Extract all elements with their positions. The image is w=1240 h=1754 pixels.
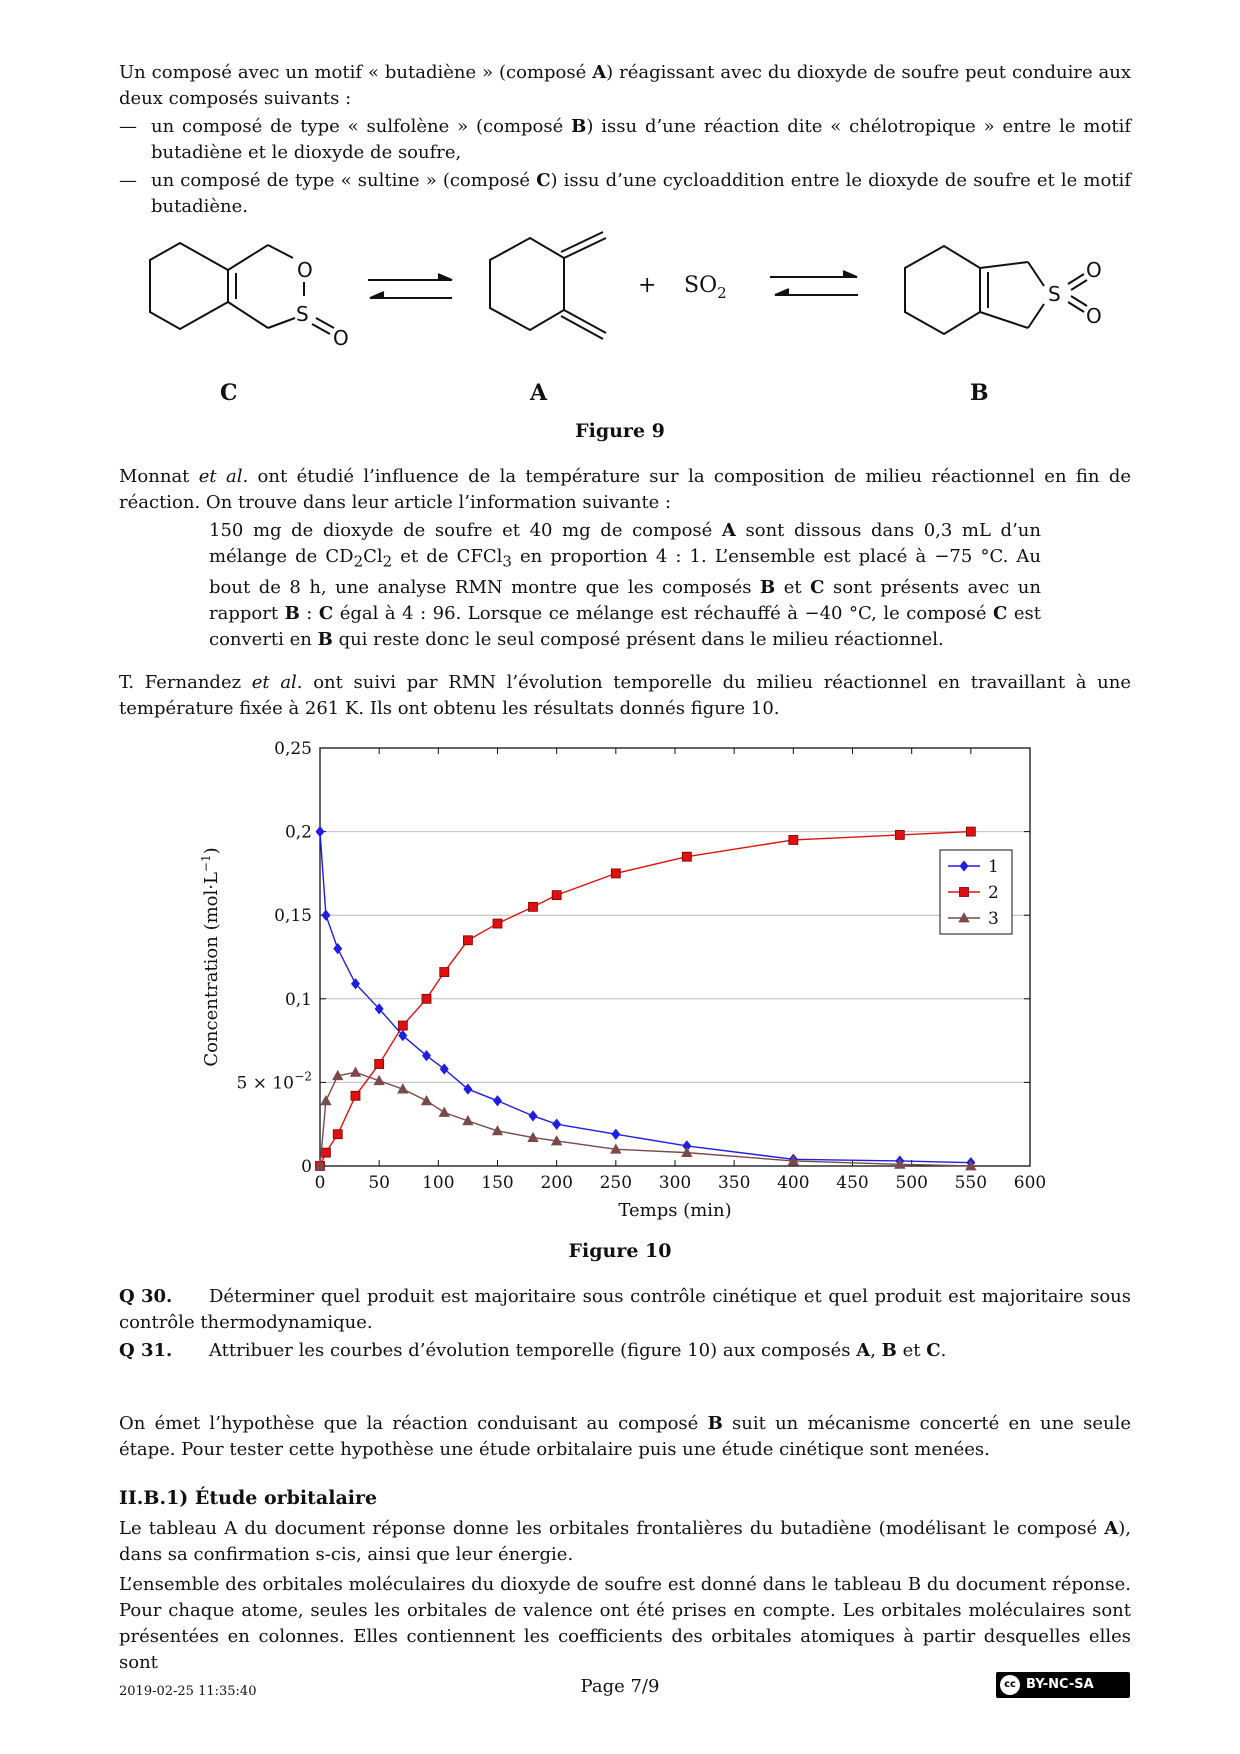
data-point-series-1 [553,1119,561,1129]
license-badge[interactable] [996,1672,1130,1698]
monnat-paragraph: Monnat et al. ont étudié l’influence de la température sur la composition de milieu réactionnel en fin de réaction. On trouve dans leur article l’information suivante : [119,466,1132,513]
y-tick-exponent: −2 [294,1069,312,1084]
data-point-series-1 [612,1129,620,1139]
footer-timestamp: 2019-02-25 11:35:40 [119,1684,257,1699]
orbital-paragraph: Le tableau A du document réponse donne les orbitales frontalières du butadiène (modélisant le composé A), dans sa confirmation s-cis, ainsi que leur énergie. L’ensemble des orbitales moléculaires du dioxyde de soufre est donné dans le tableau B du document réponse. Pour chaque atome, seules les orbitales de valence ont été prises en compte. Les orbitales moléculaires sont présentées en colonnes. Elles contiennent les coefficients des orbitales atomiques à partir desquelles elles sont [119,1518,1131,1673]
data-point-series-2 [351,1091,360,1100]
question-30: Q 30. Déterminer quel produit est majoritaire sous contrôle cinétique et quel produit est majoritaire sous contrôle thermodynamique. [119,1286,1131,1333]
y-tick-label: 0 [301,1157,312,1177]
legend-label-3: 3 [988,909,999,929]
label-c: C [220,380,238,406]
data-point-series-1 [440,1064,448,1074]
data-point-series-2 [440,968,449,977]
label-a: A [530,380,548,406]
x-tick-label: 100 [422,1173,455,1193]
y-tick-label: 0,1 [284,989,312,1010]
legend-marker-2 [960,888,969,897]
x-tick-label: 300 [658,1173,692,1193]
data-point-series-2 [789,835,798,844]
series-line-3 [320,1072,971,1166]
data-point-series-1 [464,1084,472,1094]
intro-paragraph: Un composé avec un motif « butadiène » (composé A) réagissant avec du dioxyde de soufre peut conduire aux deux composés suivants : — un composé de type « sulfolène » (composé B) issu d’une réaction dite « chélotropique » entre le motif butadiène et le dioxyde de soufre, — un composé de type « sultine » (composé C) issu d’une cycloaddition entre le dioxyde de soufre et le motif butadiène. [119,62,1131,217]
label-b: B [970,380,989,406]
figure9-caption: Figure 9 [575,420,665,442]
data-point-series-2 [552,891,561,900]
data-point-series-2 [463,936,472,945]
data-point-series-3 [439,1107,449,1116]
x-tick-label: 450 [836,1173,869,1193]
figure10-chart [0,730,1240,1230]
x-tick-label: 400 [777,1173,810,1193]
footer-page-number: Page 7/9 [580,1676,660,1697]
data-point-series-2 [895,830,904,839]
data-point-series-1 [316,827,324,837]
data-point-series-1 [322,910,330,920]
x-tick-label: 50 [368,1173,390,1193]
data-point-series-2 [422,994,431,1003]
x-tick-label: 0 [314,1173,326,1193]
data-point-series-2 [398,1021,407,1030]
data-point-series-1 [423,1051,431,1061]
figure9-scheme [0,205,1240,375]
data-point-series-2 [493,919,502,928]
x-tick-label: 150 [481,1173,514,1193]
atom-o: O [297,258,313,282]
license-label: BY-NC-SA [1026,1677,1094,1692]
x-axis-label: Temps (min) [618,1200,732,1221]
atom-s: S [1048,282,1061,306]
atom-s: S [296,302,309,326]
data-point-series-2 [682,852,691,861]
x-tick-label: 200 [540,1173,573,1193]
so2-formula: $SO_2$ [684,273,727,302]
atom-o: O [1086,258,1102,282]
data-point-series-3 [351,1067,361,1076]
data-point-series-3 [422,1096,432,1105]
data-point-series-2 [321,1148,330,1157]
data-point-series-1 [334,944,342,954]
data-point-series-2 [375,1060,384,1069]
x-tick-label: 550 [954,1173,988,1193]
x-tick-label: 500 [895,1173,928,1193]
x-tick-label: 250 [599,1173,633,1193]
plus-sign: + [638,273,657,298]
series-line-1 [320,832,971,1163]
fernandez-paragraph: T. Fernandez et al. ont suivi par RMN l’évolution temporelle du milieu réactionnel en travaillant à une température fixée à 261 K. Ils ont obtenu les résultats donnés figure 10. [119,672,1131,719]
hypothesis-paragraph: On émet l’hypothèse que la réaction conduisant au composé B suit un mécanisme concerté en une seule étape. Pour tester cette hypothèse une étude orbitalaire puis une étude cinétique sont menées. [119,1413,1132,1460]
data-point-series-2 [333,1130,342,1139]
x-tick-label: 600 [1013,1173,1047,1193]
monnat-quote: 150 mg de dioxyde de soufre et 40 mg de composé A sont dissous dans 0,3 mL d’un mélange de $CD_2Cl_2$ et de CFCl$_3$ en proportion 4 : 1. L’ensemble est placé à −75 °C. Au bout de 8 h, une analyse RMN montre que les composés B et C sont présents avec un rapport B : C égal à 4 : 96. Lorsque ce mélange est réchauffé à −40 °C, le composé C est converti en B qui reste donc le seul composé présent dans le milieu réactionnel. [209,520,1042,650]
question-31: Q 31. Attribuer les courbes d’évolution temporelle (figure 10) aux composés A, B et C. [119,1340,947,1361]
y-tick-label: 0,15 [274,906,312,927]
y-tick-label: 0,2 [284,822,312,843]
cc-icon: cc [1000,1675,1020,1695]
legend-label-1: 1 [988,857,999,877]
y-axis-label: Concentration $(mol\cdot L^{-1})$ [199,847,222,1067]
data-point-series-1 [494,1096,502,1106]
data-point-series-2 [966,827,975,836]
atom-o: O [333,326,349,350]
section-title: II.B.1) Étude orbitalaire [119,1487,378,1509]
data-point-series-2 [611,869,620,878]
data-point-series-3 [321,1096,331,1105]
figure10-caption: Figure 10 [568,1240,672,1262]
data-point-series-2 [529,902,538,911]
y-tick-label: 0,25 [274,739,312,759]
data-point-series-1 [529,1111,537,1121]
atom-o: O [1086,304,1102,328]
x-tick-label: 350 [717,1173,751,1193]
y-tick-label: 5 × 10 [236,1073,294,1094]
legend-label-2: 2 [988,883,999,903]
